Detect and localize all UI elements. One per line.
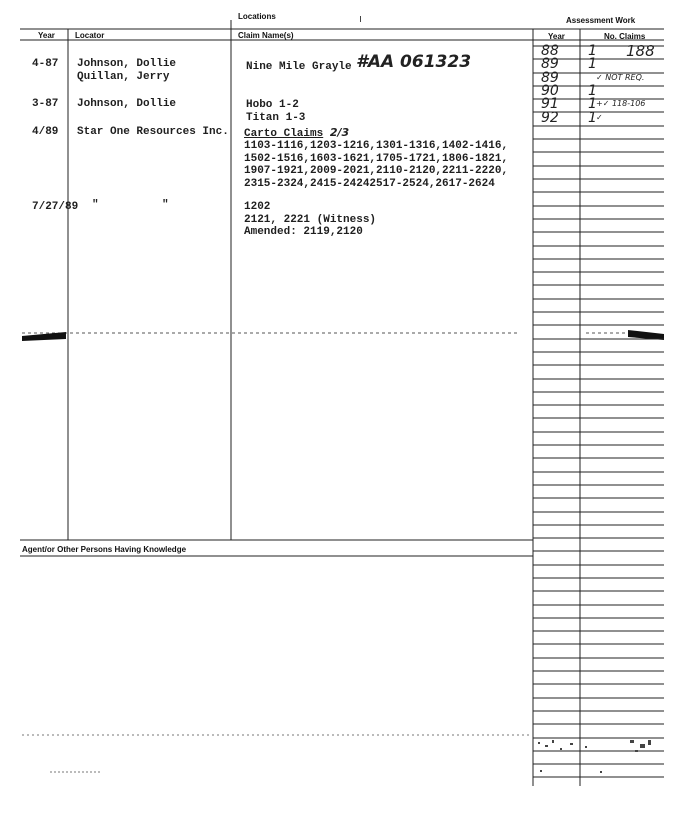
locator-column-header: Locator: [75, 31, 105, 40]
claim-name: Amended: 2119,2120: [244, 226, 363, 238]
aw-note: ✓: [596, 112, 603, 122]
agent-header: Agent/or Other Persons Having Knowledge: [22, 545, 187, 554]
claim-range-line: 2315-2324,2415-24242517-2524,2617-2624: [244, 177, 495, 190]
claim-range-line: 1502-1516,1603-1621,1705-1721,1806-1821,: [244, 152, 509, 165]
claim-range-line: 1103-1116,1203-1216,1301-1316,1402-1416,: [244, 140, 509, 152]
claim-number-ranges: [244, 140, 508, 190]
locator-name: Star One Resources Inc.: [77, 126, 229, 138]
claim-name: Titan 1-3: [246, 111, 306, 124]
locator-name: Quillan, Jerry: [77, 70, 170, 83]
aw-no-claims-column-header: No. Claims: [604, 32, 646, 41]
aw-note: 188: [626, 42, 655, 60]
aw-year-column-header: Year: [548, 32, 565, 41]
aw-note: +✓ 118-106: [596, 99, 646, 109]
entry-year: 4-87: [32, 58, 59, 70]
year-column-header: Year: [38, 31, 55, 40]
entry-claims: [246, 99, 305, 124]
aw-count: 1: [588, 56, 597, 73]
assessment-work-header: Assessment Work: [566, 16, 636, 25]
claim-name: Nine Mile Grayle: [246, 61, 352, 73]
locator-name: Johnson, Dollie: [77, 58, 177, 70]
entry-year: 4/89: [32, 126, 59, 138]
claim-name: 1202: [244, 201, 271, 213]
entry-year: 7/27/89: [32, 201, 79, 213]
aw-count: 1: [588, 96, 597, 113]
claim-name: Hobo 1-2: [246, 99, 299, 111]
entry-claims: [244, 201, 376, 239]
claim-range-line: 1907-1921,2009-2021,2110-2120,2211-2220,: [244, 165, 509, 177]
ditto-mark: ": [162, 199, 169, 211]
ditto-mark: ": [92, 199, 99, 211]
claims-title: Carto Claims: [244, 128, 324, 140]
aw-year: 90: [541, 82, 559, 99]
aw-year: 91: [541, 96, 559, 113]
aw-note: ✓ NOT REQ.: [596, 72, 645, 82]
carto-claims-title: [244, 126, 349, 140]
claim-name: 2121, 2221 (Witness): [244, 213, 377, 226]
aw-count: 1: [588, 82, 597, 99]
aw-year: 89: [541, 69, 559, 86]
aw-year: 92: [541, 109, 559, 126]
claim-names-column-header: Claim Name(s): [238, 31, 294, 40]
entry-year: 3-87: [32, 98, 59, 110]
entry-locator: [77, 58, 176, 83]
claims-title-note: 2/3: [329, 126, 350, 139]
aw-count: 1: [588, 43, 597, 59]
handwritten-claim-number: #AA 061323: [356, 52, 472, 72]
aw-year: 88: [541, 43, 559, 59]
aw-count: 1: [588, 109, 597, 126]
locations-header: Locations: [238, 12, 276, 21]
locator-name: Johnson, Dollie: [77, 98, 177, 110]
aw-year: 89: [541, 56, 559, 73]
